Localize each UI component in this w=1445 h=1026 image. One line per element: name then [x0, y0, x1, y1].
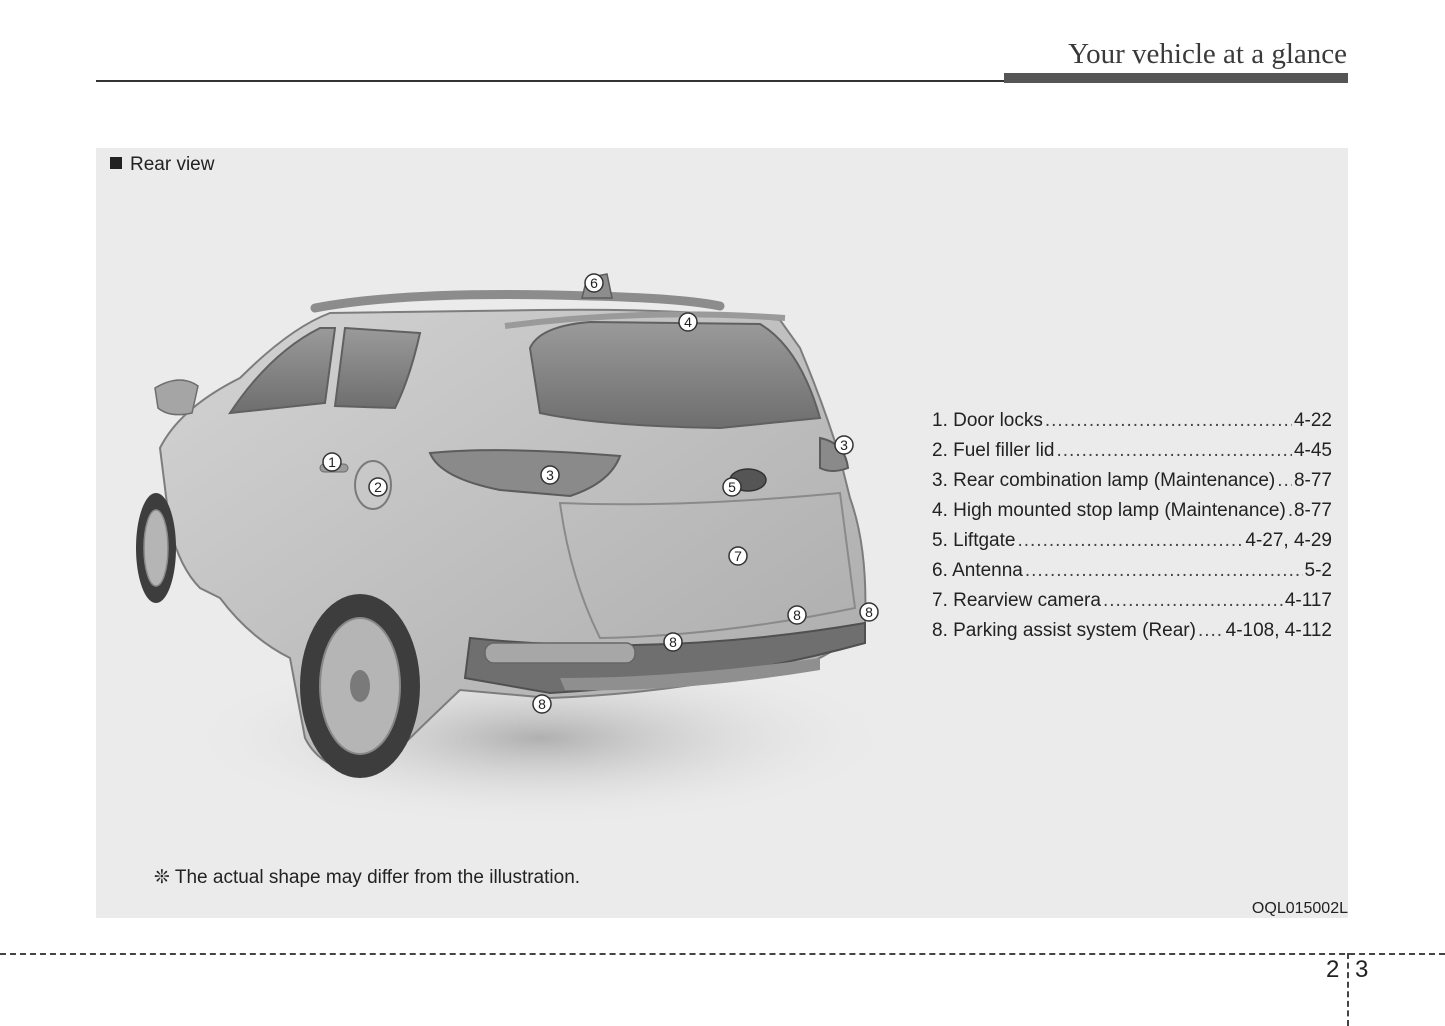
callout-number: 8: [865, 604, 873, 620]
image-code: OQL015002L: [1251, 900, 1348, 917]
callout-number: 2: [374, 479, 382, 495]
legend-item-label: 6. Antenna: [932, 560, 1023, 581]
callout-number: 7: [734, 548, 742, 564]
leader-dots: [1017, 530, 1243, 552]
legend-item: [932, 410, 1332, 440]
legend-item-label: 2. Fuel filler lid: [932, 440, 1055, 461]
legend-item: [932, 440, 1332, 470]
legend-item: [932, 530, 1332, 560]
front-wheel-rim: [144, 510, 168, 586]
legend-item: [932, 590, 1332, 620]
legend-item-label: 7. Rearview camera: [932, 590, 1101, 611]
page-title: Your vehicle at a glance: [1068, 38, 1347, 70]
callout-number: 6: [590, 275, 598, 291]
legend-item-label: 1. Door locks: [932, 410, 1043, 431]
leader-dots: [1045, 410, 1292, 432]
roof-rail: [315, 295, 720, 309]
leader-dots: [1277, 470, 1292, 492]
callout-number: 8: [793, 607, 801, 623]
callout-number: 3: [840, 437, 848, 453]
rear-wheel-hub: [350, 670, 370, 702]
section-label: [110, 154, 214, 176]
leader-dots: [1198, 620, 1224, 642]
legend-item-page: 4-27, 4-29: [1245, 530, 1332, 551]
leader-dots: [1103, 590, 1283, 612]
legend-item-label: 8. Parking assist system (Rear): [932, 620, 1196, 641]
illustration-panel: [96, 148, 1348, 918]
legend-item: [932, 470, 1332, 500]
legend-item-label: 5. Liftgate: [932, 530, 1016, 551]
legend-item-page: 8-77: [1293, 470, 1332, 491]
disclaimer-note: ❊ The actual shape may differ from the illustration.: [154, 867, 581, 888]
legend-item: [932, 560, 1332, 590]
leader-dots: [1025, 560, 1303, 582]
section-label-text: Rear view: [130, 154, 215, 175]
callout-number: 5: [728, 479, 736, 495]
legend-item-page: 4-117: [1284, 590, 1332, 611]
legend-item-page: 4-45: [1293, 440, 1332, 461]
leader-dots: [1057, 440, 1292, 462]
legend-item-page: 4-22: [1293, 410, 1332, 431]
square-bullet-icon: [110, 157, 122, 169]
legend-item-page: 4-108, 4-112: [1225, 620, 1332, 641]
leader-dots: [1288, 500, 1292, 522]
mirror: [155, 380, 198, 415]
callout-number: 1: [328, 454, 336, 470]
legend-item: [932, 500, 1332, 530]
legend-item-label: 3. Rear combination lamp (Maintenance): [932, 470, 1276, 491]
callout-number: 4: [684, 314, 692, 330]
rear-window: [530, 322, 820, 428]
reflector: [485, 643, 635, 663]
callout-number: 8: [669, 634, 677, 650]
header-bar: [1004, 73, 1348, 83]
legend-item-page: 8-77: [1293, 500, 1332, 521]
page-number: 3: [1355, 956, 1369, 983]
footer-dashed-divider: [1347, 953, 1349, 1026]
vehicle-rear-illustration: [120, 238, 900, 838]
callout-number: 3: [546, 467, 554, 483]
legend-item-label: 4. High mounted stop lamp (Maintenance): [932, 500, 1286, 521]
legend-item-page: 5-2: [1304, 560, 1332, 581]
legend-item: [932, 620, 1332, 650]
callout-number: 8: [538, 696, 546, 712]
footer-dashed-rule: [0, 953, 1445, 955]
legend-list: [932, 410, 1332, 650]
chapter-number: 2: [1326, 956, 1340, 983]
